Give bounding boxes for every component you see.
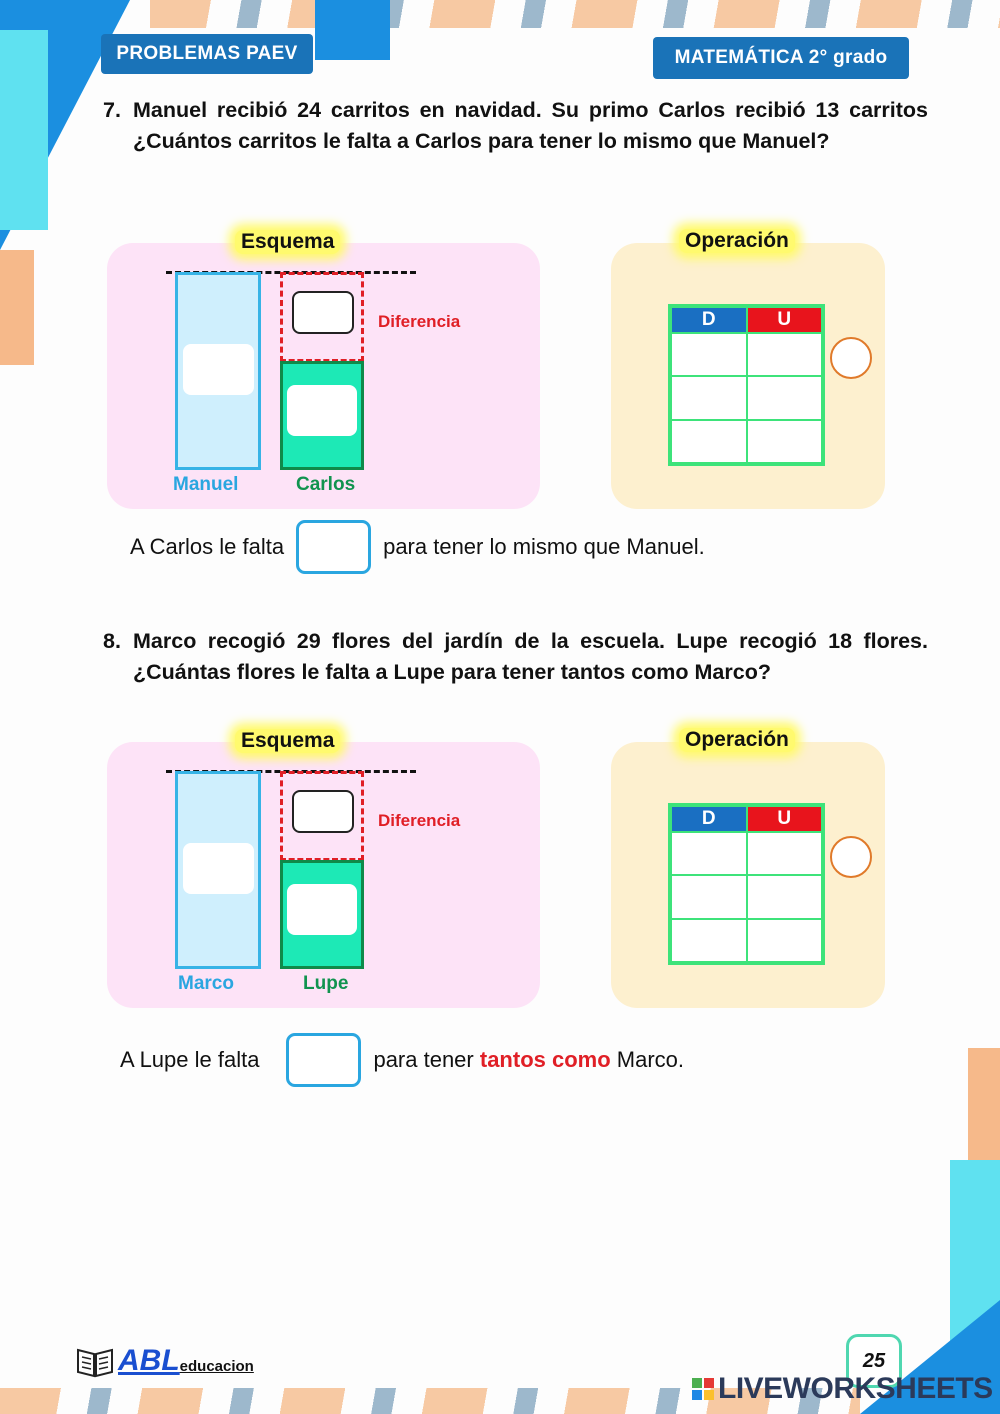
problem-7-cell-d3[interactable] (671, 420, 747, 463)
problem-7-cell-d2[interactable] (671, 376, 747, 419)
problem-8-text: Marco recogió 29 flores del jardín de la escuela. Lupe recogió 18 flores. ¿Cuántas flores le falta a Lupe para tener tantos como Marco? (133, 629, 928, 684)
problem-8-cell-d1[interactable] (671, 832, 747, 875)
problem-7-cell-u2[interactable] (747, 376, 823, 419)
book-icon (76, 1344, 114, 1378)
problem-8-operation-table (668, 803, 825, 965)
problem-8-header-d: D (671, 806, 747, 832)
problem-7-input-carlos[interactable] (287, 385, 357, 436)
liveworksheets-icon (692, 1378, 714, 1400)
problem-7-text: Manuel recibió 24 carritos en navidad. Su primo Carlos recibió 13 carritos ¿Cuántos carritos le falta a Carlos para tener lo mismo que Manuel? (133, 98, 928, 153)
problem-8-operation-title: Operación (679, 728, 795, 752)
problem-8-label-lupe: Lupe (303, 973, 349, 994)
problem-8-answer-before: A Lupe le falta (120, 1047, 260, 1072)
problem-7-input-manuel[interactable] (183, 344, 254, 395)
problem-7-answer-before: A Carlos le falta (130, 534, 285, 559)
problem-8-input-difference[interactable] (292, 790, 354, 833)
problem-7-scheme-title: Esquema (235, 230, 340, 254)
problem-8-input-marco[interactable] (183, 843, 254, 894)
page-number: 25 (862, 1349, 886, 1372)
problem-8-input-lupe[interactable] (287, 884, 357, 935)
problem-8-answer (120, 1033, 684, 1087)
problem-7-cell-u3[interactable] (747, 420, 823, 463)
problem-8-header-u: U (747, 806, 823, 832)
problem-8-cell-u2[interactable] (747, 875, 823, 918)
problem-8-cell-u1[interactable] (747, 832, 823, 875)
left-orange-stripe (0, 250, 34, 365)
problem-7-label-carlos: Carlos (296, 474, 356, 495)
problem-7-answer (130, 520, 705, 574)
problem-7-answer-after: para tener lo mismo que Manuel. (383, 534, 705, 559)
problem-8-number: 8. (103, 629, 121, 653)
abl-logo (76, 1344, 254, 1378)
header-left-tag: PROBLEMAS PAEV (101, 34, 313, 74)
problem-8-cell-u3[interactable] (747, 919, 823, 962)
problem-7-operation-table (668, 304, 825, 466)
problem-7-sign-circle[interactable] (830, 337, 872, 379)
problem-8-answer-box[interactable] (286, 1033, 361, 1087)
problem-7-cell-u1[interactable] (747, 333, 823, 376)
problem-8-answer-after: Marco. (616, 1047, 685, 1072)
problem-7-header-u: U (747, 307, 823, 333)
problem-8-cell-d2[interactable] (671, 875, 747, 918)
abl-logo-main: ABL (118, 1344, 180, 1377)
problem-8-scheme-title: Esquema (235, 729, 340, 753)
problem-7-header-d: D (671, 307, 747, 333)
liveworksheets-watermark (692, 1372, 993, 1406)
problem-8-answer-middle: para tener (373, 1047, 474, 1072)
problem-7-input-difference[interactable] (292, 291, 354, 334)
problem-7-operation-title: Operación (679, 229, 795, 253)
problem-8-label-marco: Marco (178, 973, 234, 994)
problem-8-sign-circle[interactable] (830, 836, 872, 878)
problem-8-difference-label: Diferencia (378, 811, 461, 830)
problem-7-question (103, 95, 928, 157)
problem-7-difference-label: Diferencia (378, 312, 461, 331)
problem-7-label-manuel: Manuel (173, 474, 239, 495)
liveworksheets-text: LIVEWORKSHEETS (718, 1372, 993, 1405)
problem-8-cell-d3[interactable] (671, 919, 747, 962)
problem-7-answer-box[interactable] (296, 520, 371, 574)
header-right-tag: MATEMÁTICA 2° grado (653, 37, 909, 79)
problem-7-cell-d1[interactable] (671, 333, 747, 376)
top-stripes (150, 0, 1000, 28)
left-cyan-stripe (0, 30, 48, 230)
top-blue-block (315, 0, 390, 60)
abl-logo-sub: educacion (179, 1358, 254, 1375)
problem-8-question (103, 626, 928, 688)
problem-7-number: 7. (103, 98, 121, 122)
problem-8-answer-highlight: tantos como (479, 1047, 611, 1072)
